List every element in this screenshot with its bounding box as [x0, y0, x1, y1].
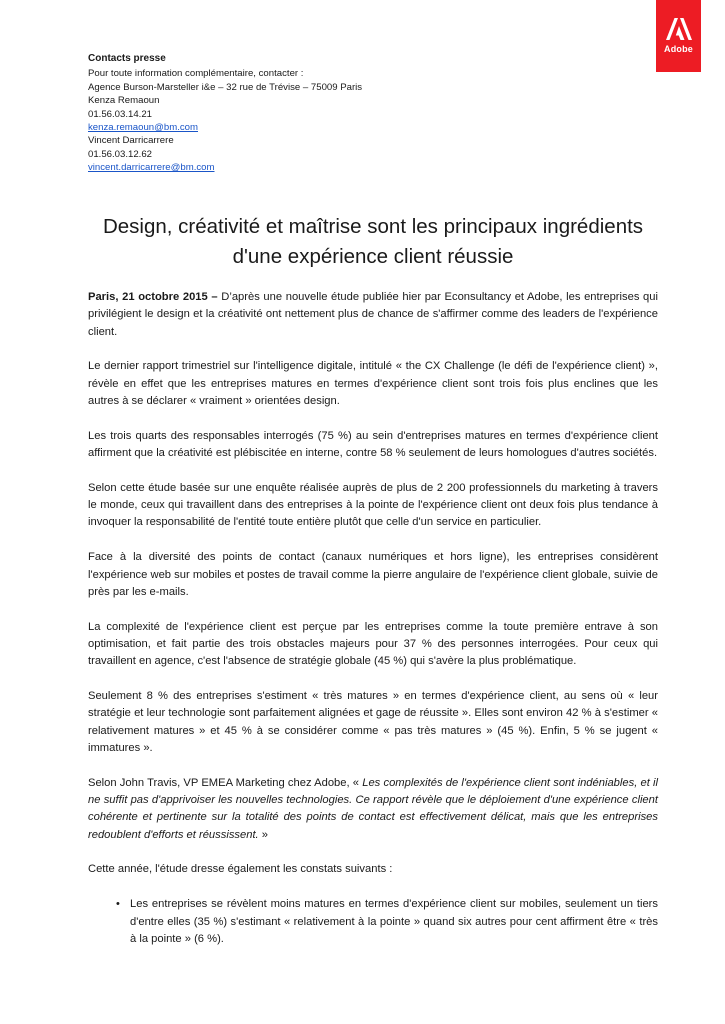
contacts-title: Contacts presse — [88, 53, 166, 64]
paragraph-1-text: D’après une nouvelle étude publiée hier par Econsultancy et Adobe, les entreprises qui privilégient le design et la créativité ont nettement plus de chance de s'affirmer comme des leaders de l'expérience client. — [88, 291, 658, 338]
paragraph-2: Le dernier rapport trimestriel sur l'intelligence digitale, intitulé « the CX Challenge (le défi de l'expérience client) », révèle en effet que les entreprises matures en termes d'expérience client sont trois fois plus enclines que les autres à se déclarer « vraiment » orientées design. — [88, 360, 658, 407]
quote-text: Les complexités de l'expérience client sont indéniables, et il ne suffit pas d'apprivoiser les nouvelles technologies. Ce rapport révèle que le déploiement d'une expérience client cohérente et pertinente sur la totalité des points de contact est effectivement délicat, mais que les entreprises redoublent d'efforts et réussissent. — [88, 776, 658, 841]
headline-line-2: d'une expérience client réussie — [232, 245, 514, 268]
quote-end: » — [258, 828, 269, 841]
paragraph-9: Cette année, l'étude dresse également les constats suivants : — [88, 863, 393, 876]
paragraph-4: Selon cette étude basée sur une enquête réalisée auprès de plus de 2 200 professionnels du marketing à travers le monde, ceux qui travaillent dans des entreprises à la pointe de l'expérience client ont deux fois plus tendance à invoquer la responsabilité de l'entité toute entière plutôt que celle d'un service en particulier. — [88, 481, 658, 529]
adobe-logo — [656, 0, 701, 72]
findings-list — [88, 896, 658, 948]
contact2-name: Vincent Darricarrere — [88, 135, 174, 147]
paragraph-3: Les trois quarts des responsables interrogés (75 %) au sein d'entreprises matures en termes d'expérience client affirment que la créativité est plébiscitée en interne, contre 58 % seulement de leurs homologues d'autres sociétés. — [88, 429, 658, 460]
contact1-name: Kenza Remaoun — [88, 95, 160, 107]
contact1-phone: 01.56.03.14.21 — [88, 108, 153, 120]
paragraph-8 — [88, 775, 658, 844]
list-item — [88, 896, 658, 948]
press-contacts — [88, 52, 488, 175]
contacts-agency: Agence Burson-Marsteller i&e – 32 rue de Trévise – 75009 Paris — [88, 81, 363, 93]
paragraph-1 — [88, 289, 658, 341]
adobe-logo-text: Adobe — [664, 44, 693, 54]
contacts-info: Pour toute information complémentaire, contacter : — [88, 68, 304, 80]
contact2-phone: 01.56.03.12.62 — [88, 148, 153, 160]
bullet-icon: • — [116, 898, 120, 911]
paragraph-7: Seulement 8 % des entreprises s'estiment « très matures » en termes d'expérience client, au sens où « leur stratégie et leur technologie sont parfaitement alignées et gage de réussite ». Elles sont environ 42 % à s'estimer « relativement matures » et 45 % à se considérer comme « pas très matures » (45 %). Enfin, 5 % se jugent « immatures ». — [88, 690, 658, 754]
contact1-email-link[interactable]: kenza.remaoun@bm.com — [88, 122, 198, 134]
list-item-text: Les entreprises se révèlent moins matures en termes d'expérience client sur mobiles, seulement un tiers d'entre elles (35 %) s'estimant « relativement à la pointe » quand six autres pour cent affirment être « très à la pointe » (6 %). — [130, 898, 658, 945]
paragraph-6: La complexité de l'expérience client est perçue par les entreprises comme la toute première entrave à son optimisation, et fait partie des trois obstacles majeurs pour 37 % des personnes interrogées. Pour ceux qui travaillent en agence, c'est l'absence de stratégie globale (45 %) qui s'avère la plus problématique. — [88, 620, 658, 668]
paragraph-5: Face à la diversité des points de contact (canaux numériques et hors ligne), les entreprises considèrent l'expérience web sur mobiles et postes de travail comme la pierre angulaire de l'expérience client globale, suivie de près par les e-mails. — [88, 551, 658, 598]
headline-line-1: Design, créativité et maîtrise sont les principaux ingrédients — [102, 215, 644, 238]
article-body — [88, 289, 658, 948]
dateline: Paris, 21 octobre 2015 – — [88, 291, 218, 303]
quote-intro: Selon John Travis, VP EMEA Marketing chez Adobe, « — [88, 776, 363, 789]
headline — [70, 212, 676, 272]
adobe-mark-icon — [666, 18, 692, 40]
contact2-email-link[interactable]: vincent.darricarrere@bm.com — [88, 162, 215, 174]
